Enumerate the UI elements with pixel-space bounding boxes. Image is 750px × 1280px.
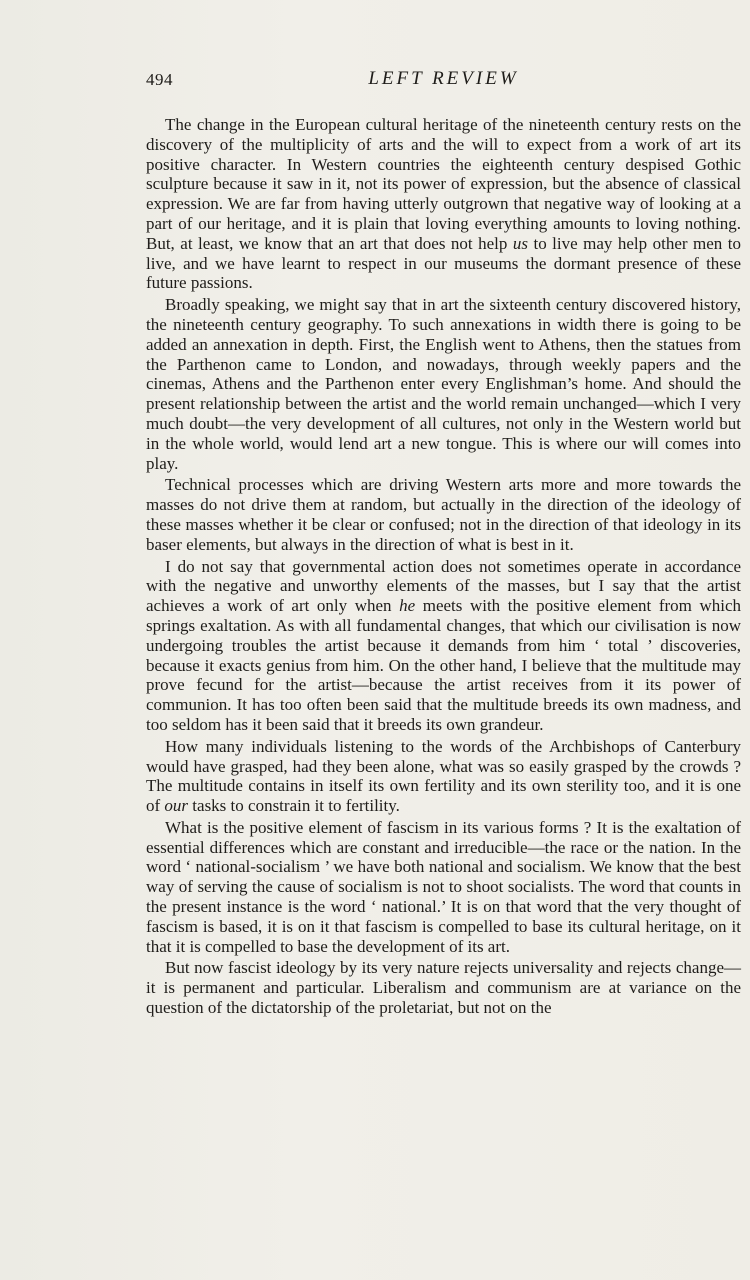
- paragraph: What is the positive element of fascism in its various forms ? It is the exaltation of essential differences which are constant and irreducible—the race or the nation. In the word ‘ national-socialism ’ we have both national and socialism. We know that the best way of serving the cause of socialism is not to shoot socialists. The word that counts in the present instance is the word ‘ national.’ It is on that word that the very thought of fascism is based, it is on it that fascism is compelled to base its cultural heritage, on it that it is compelled to base the development of its art.: [146, 817, 741, 956]
- page-number: 494: [146, 70, 173, 89]
- running-title: LEFT REVIEW: [368, 68, 519, 89]
- paragraph: The change in the European cultural heritage of the nineteenth century rests on the discovery of the multiplicity of arts and the will to expect from a work of art its positive character. In Western countries the eighteenth century despised Gothic sculpture because it saw in it, not its power of expression, but the absence of classical expression. We are far from having utterly outgrown that negative way of looking at a part of our heritage, and it is plain that loving everything amounts to loving nothing. But, at least, we know that an art that does not help us to live may help other men to live, and we have learnt to respect in our museums the dormant presence of these future passions.: [146, 115, 741, 293]
- page-header: [146, 66, 741, 96]
- body-text: [146, 115, 741, 1020]
- paragraph: How many individuals listening to the words of the Archbishops of Canterbury would have grasped, had they been alone, what was so easily grasped by the crowds ? The multitude contains in itself its own fertility and its own sterility too, and it is one of our tasks to constrain it to fertility.: [146, 736, 741, 816]
- paragraph: But now fascist ideology by its very nature rejects universality and rejects change—it is permanent and particular. Liberalism and communism are at variance on the question of the dictatorship of the proletariat, but not on the: [146, 958, 741, 1018]
- paragraph: I do not say that governmental action does not sometimes operate in accordance with the negative and unworthy elements of the masses, but I say that the artist achieves a work of art only when he meets with the positive element from which springs exaltation. As with all fundamental changes, that which our civilisation is now undergoing troubles the artist because it demands from him ‘ total ’ discoveries, because it exacts genius from him. On the other hand, I believe that the multitude may prove fecund for the artist—because the artist receives from it its power of communion. It has too often been said that the multitude breeds its own madness, and too seldom has it been said that it breeds its own grandeur.: [146, 556, 741, 734]
- paragraph: Broadly speaking, we might say that in art the sixteenth century discovered history, the nineteenth century geography. To such annexations in width there is going to be added an annexation in depth. First, the English went to Athens, then the statues from the Parthenon came to London, and nowadays, through weekly papers and the cinemas, Athens and the Parthenon enter every Englishman’s home. And should the present relationship between the artist and the world remain unchanged—which I very much doubt—the very development of all cultures, not only in the Western world but in the whole world, would lend art a new tongue. This is where our will comes into play.: [146, 295, 741, 473]
- paragraph: Technical processes which are driving Western arts more and more towards the masses do not drive them at random, but actually in the direction of the ideology of these masses whether it be clear or confused; not in the direction of that ideology in its baser elements, but always in the direction of what is best in it.: [146, 475, 741, 554]
